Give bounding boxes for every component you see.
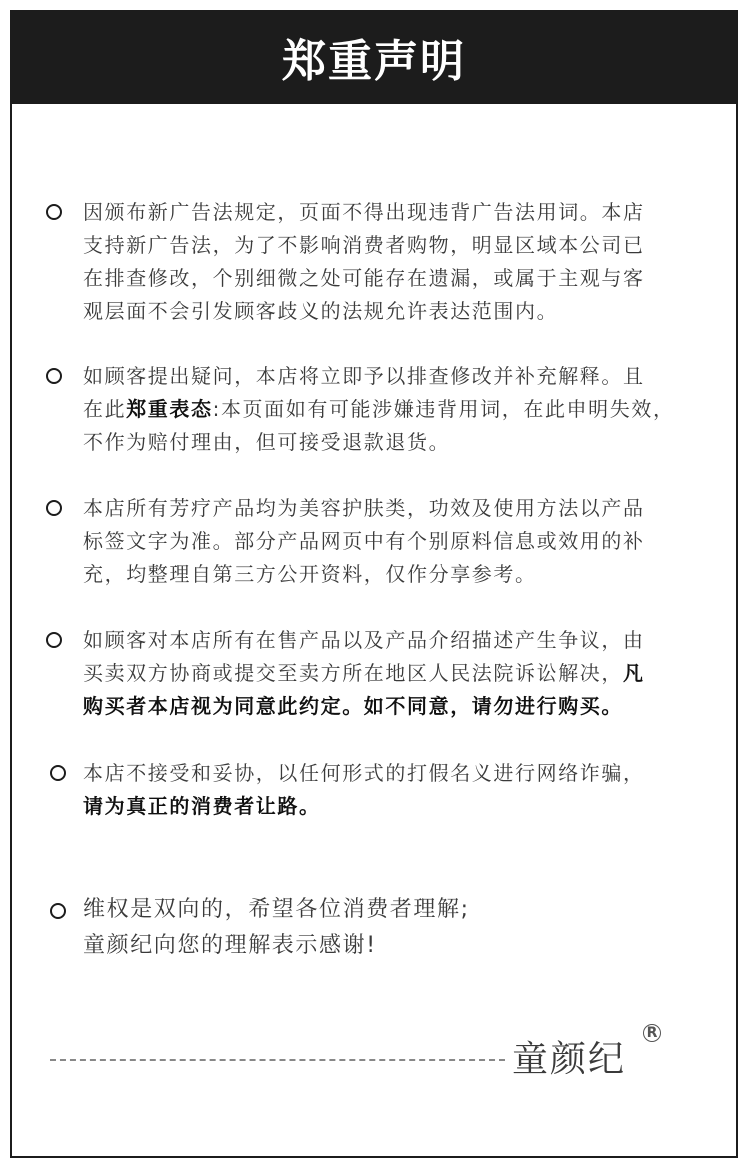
statement-line <box>83 657 723 690</box>
statement-text: 在此 <box>83 397 127 421</box>
circle-bullet-icon <box>46 500 62 516</box>
statement-line: 维权是双向的，希望各位消费者理解; <box>83 897 470 922</box>
circle-bullet-icon <box>50 903 66 919</box>
statement-text: :本页面如有可能涉嫌违背用词，在此申明失效， <box>212 397 675 421</box>
statement-line: 不作为赔付理由，但可接受退款退货。 <box>83 430 451 454</box>
circle-bullet-icon <box>46 632 62 648</box>
emphasis-text: 郑重表态 <box>126 397 213 421</box>
registered-mark-icon: R <box>643 1024 661 1042</box>
signature-dashed-line <box>50 1059 505 1061</box>
circle-bullet-icon <box>46 368 62 384</box>
page-title: 郑重声明 <box>282 36 466 87</box>
header-bar <box>10 10 738 104</box>
statement-line: 如顾客提出疑问，本店将立即予以排查修改并补充解释。且 <box>83 364 645 388</box>
statement-line: 如顾客对本店所有在售产品以及产品介绍描述产生争议，由 <box>83 628 645 652</box>
statement-text: 买卖双方协商或提交至卖方所在地区人民法院诉讼解决， <box>83 661 623 685</box>
statement-line: 本店所有芳疗产品均为美容护肤类，功效及使用方法以产品 <box>83 496 645 520</box>
statement-line: 因颁布新广告法规定，页面不得出现违背广告法用词。本店 <box>83 200 645 224</box>
statement-line: 支持新广告法，为了不影响消费者购物，明显区域本公司已 <box>83 233 645 257</box>
statement-line <box>83 393 723 426</box>
statement-line: 观层面不会引发顾客歧义的法规允许表达范围内。 <box>83 299 559 323</box>
circle-bullet-icon <box>50 765 66 781</box>
statement-line: 本店不接受和妥协，以任何形式的打假名义进行网络诈骗， <box>83 761 645 785</box>
statement-line: 标签文字为准。部分产品网页中有个别原料信息或效用的补 <box>83 529 645 553</box>
statement-line: 充，均整理自第三方公开资料，仅作分享参考。 <box>83 562 537 586</box>
circle-bullet-icon <box>46 204 62 220</box>
emphasis-line: 请为真正的消费者让路。 <box>83 794 321 818</box>
emphasis-line: 购买者本店视为同意此约定。如不同意，请勿进行购买。 <box>83 694 623 718</box>
emphasis-text: 凡 <box>623 661 645 685</box>
brand-signature: 童颜纪 <box>512 1039 627 1080</box>
statement-line: 在排查修改，个别细微之处可能存在遗漏，或属于主观与客 <box>83 266 645 290</box>
statement-line: 童颜纪向您的理解表示感谢! <box>83 933 377 958</box>
